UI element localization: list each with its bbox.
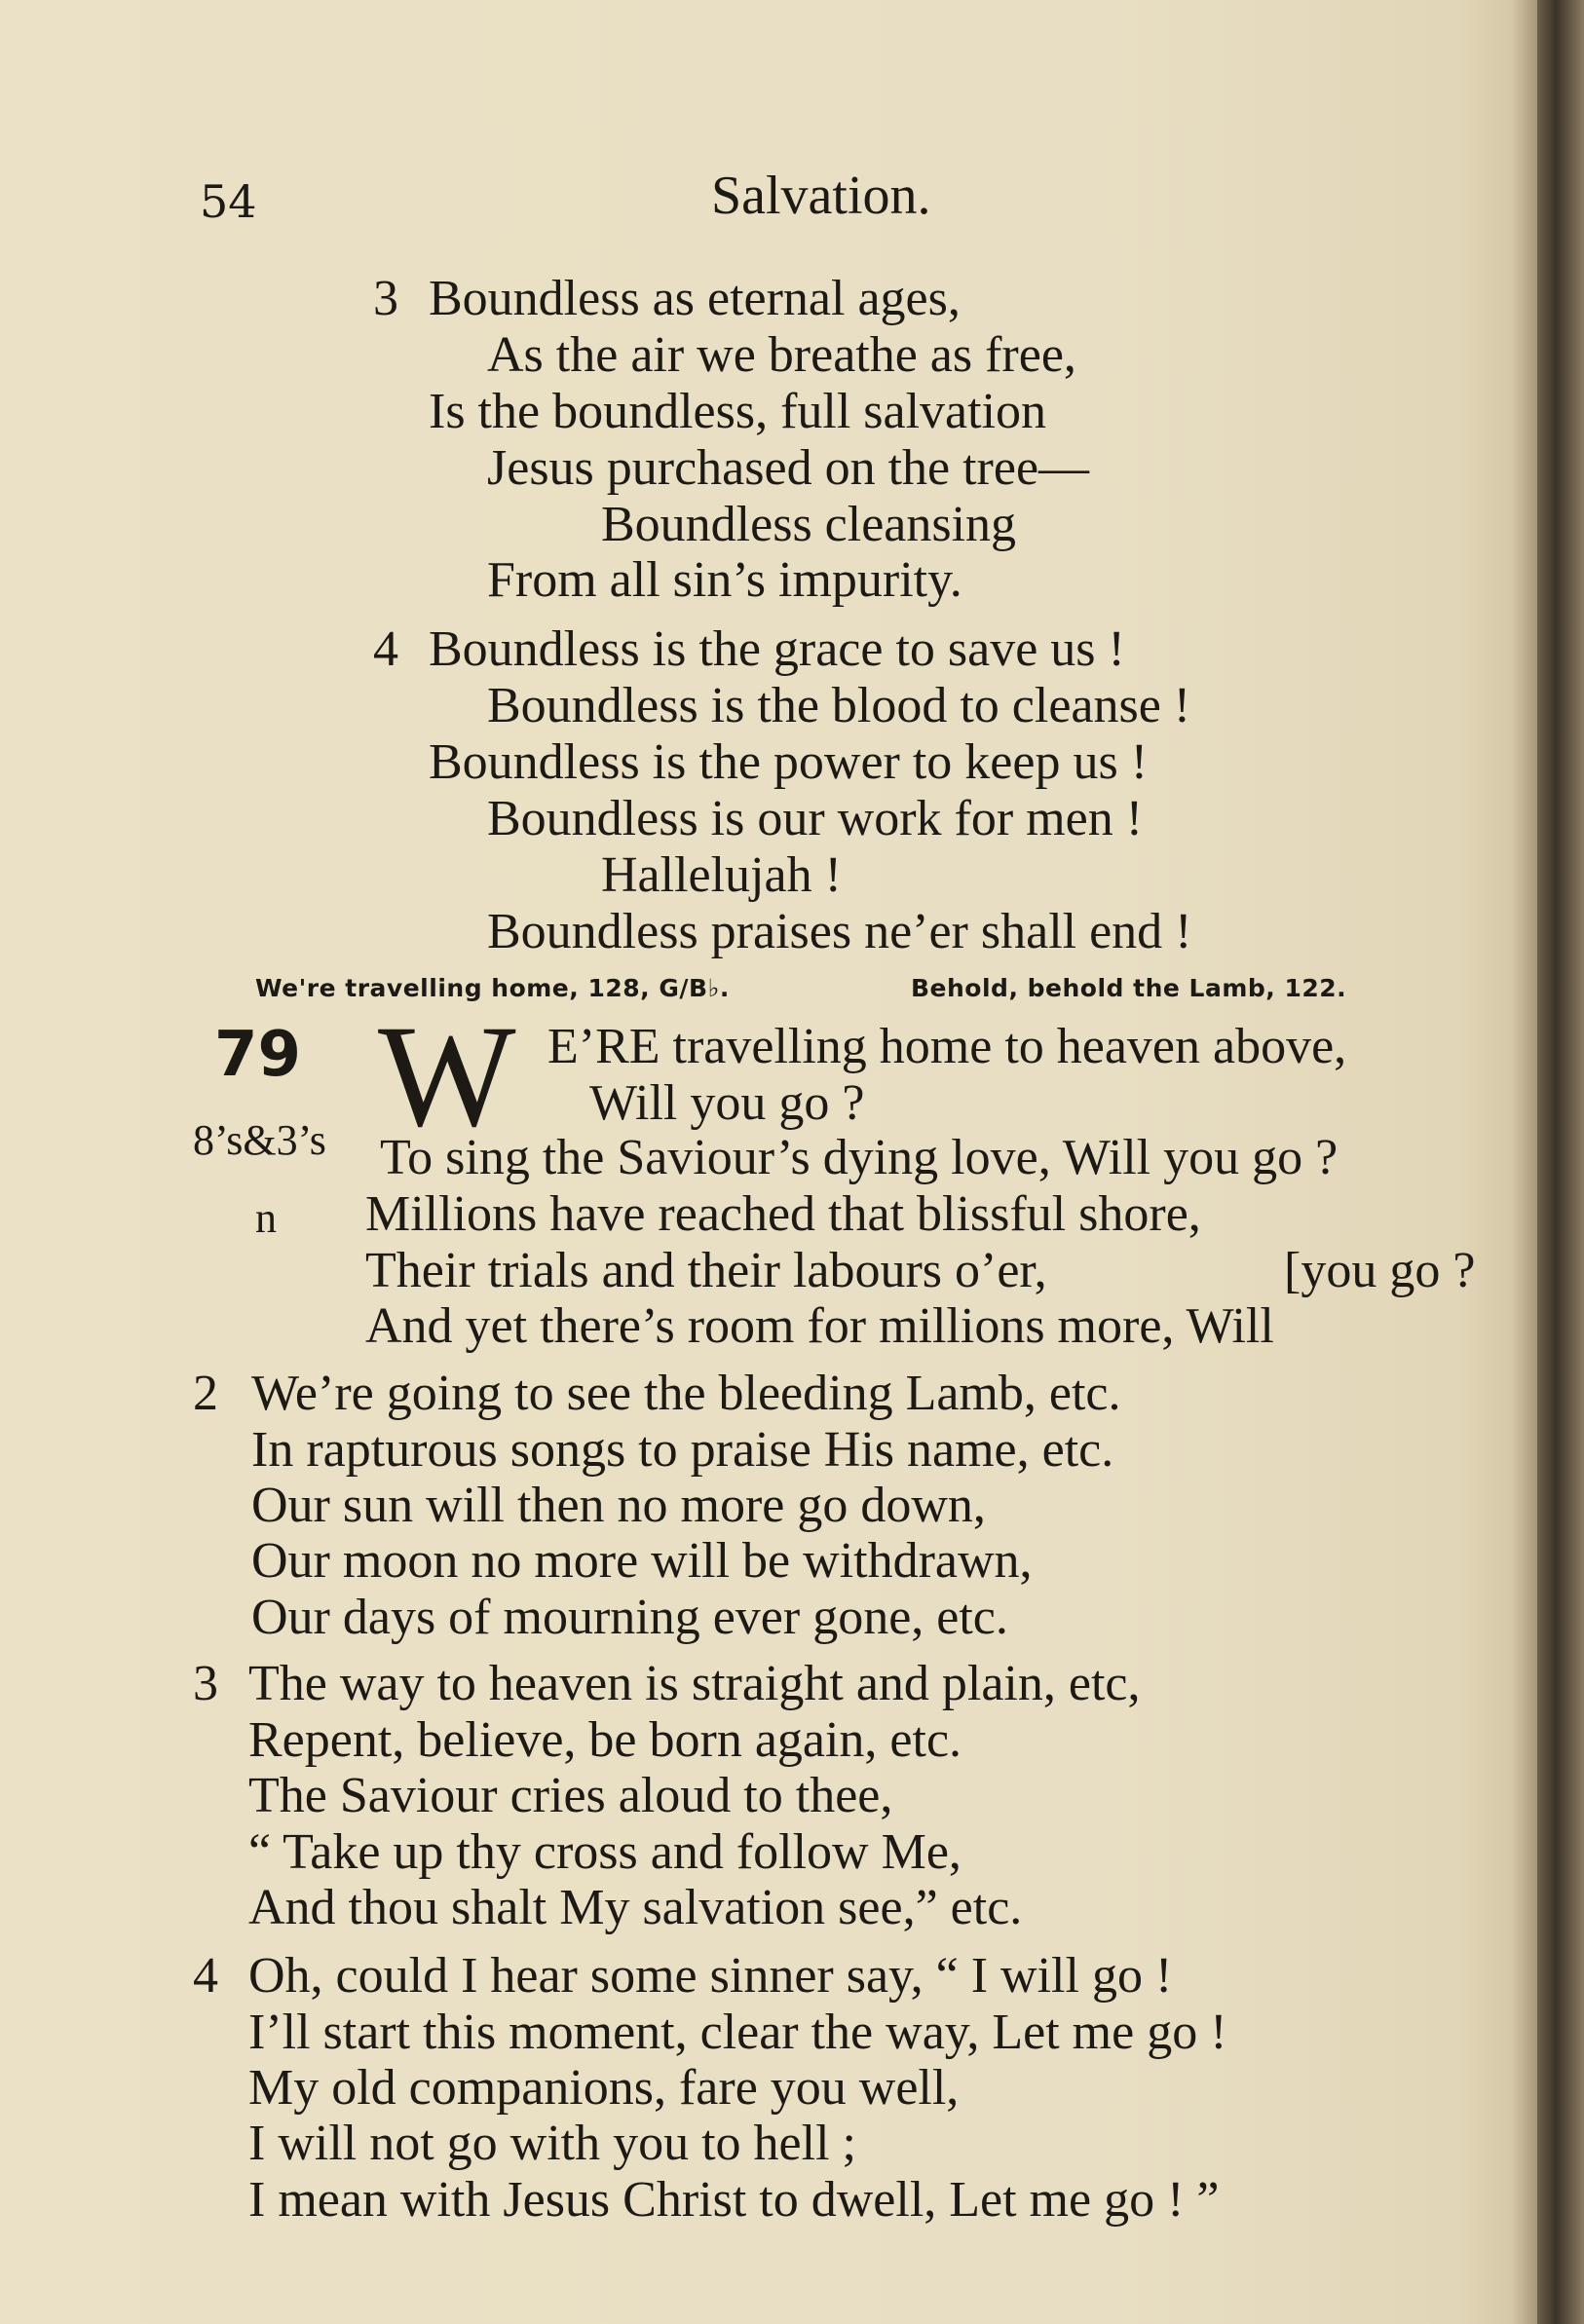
drop-cap: W — [378, 995, 516, 1157]
tune-cue-right: Behold, behold the Lamb, 122. — [911, 974, 1347, 1002]
verse-line: We’re going to see the bleeding Lamb, etc. — [251, 1366, 1121, 1421]
verse-line: Boundless praises ne’er shall end ! — [487, 904, 1192, 959]
verse-line: Our days of mourning ever gone, etc. — [251, 1590, 1008, 1645]
verse-line: Is the boundless, full salvation — [429, 384, 1047, 439]
verse-line: Our sun will then no more go down, — [251, 1478, 986, 1533]
verse-line: Boundless is our work for men ! — [487, 791, 1144, 846]
verse-line: “ Take up thy cross and follow Me, — [248, 1824, 962, 1880]
verse-line: Boundless as eternal ages, — [429, 271, 961, 326]
verse-line: Boundless is the power to keep us ! — [429, 734, 1149, 790]
verse-line: E’RE travelling home to heaven above, — [547, 1019, 1347, 1074]
verse-line: I mean with Jesus Christ to dwell, Let me go ! ” — [248, 2172, 1220, 2228]
verse-line: I’ll start this moment, clear the way, Let me go ! — [248, 2005, 1227, 2060]
verse-line: The way to heaven is straight and plain, etc, — [248, 1656, 1141, 1711]
verse-turnover: [you go ? — [1284, 1243, 1476, 1298]
verse-line: The Saviour cries aloud to thee, — [248, 1768, 893, 1823]
verse-line: Will you go ? — [589, 1075, 865, 1131]
verse-line: Millions have reached that blissful shore, — [365, 1186, 1201, 1242]
hymn-number: 79 — [214, 1019, 302, 1091]
verse-number: 4 — [373, 621, 398, 677]
verse-line: In rapturous songs to praise His name, etc. — [251, 1422, 1114, 1478]
verse-line: And thou shalt My salvation see,” etc. — [248, 1880, 1023, 1935]
verse-line: Hallelujah ! — [601, 847, 842, 903]
verse-line: Their trials and their labours o’er, — [365, 1243, 1047, 1298]
verse-line: Boundless is the grace to save us ! — [429, 621, 1125, 677]
dynamic-marking: n — [255, 1194, 277, 1242]
verse-line: To sing the Saviour’s dying love, Will you go ? — [380, 1130, 1339, 1185]
verse-line: From all sin’s impurity. — [487, 552, 962, 608]
book-spine-edge — [1537, 0, 1584, 2324]
verse-line: Boundless cleansing — [601, 497, 1017, 552]
verse-number: 4 — [193, 1948, 218, 2004]
verse-line: And yet there’s room for millions more, Will — [365, 1298, 1274, 1354]
verse-line: Jesus purchased on the tree— — [487, 440, 1090, 496]
page-number: 54 — [200, 175, 257, 228]
verse-line: Repent, believe, be born again, etc. — [248, 1712, 962, 1768]
verse-line: I will not go with you to hell ; — [248, 2116, 856, 2171]
verse-line: As the air we breathe as free, — [487, 327, 1076, 383]
hymn-meter: 8’s&3’s — [193, 1116, 326, 1164]
verse-number: 2 — [193, 1366, 218, 1421]
verse-line: Boundless is the blood to cleanse ! — [487, 678, 1191, 733]
verse-number: 3 — [193, 1656, 218, 1711]
tune-cue-left: We're travelling home, 128, G/B♭. — [255, 974, 730, 1002]
running-head: Salvation. — [711, 166, 931, 226]
verse-line: Our moon no more will be withdrawn, — [251, 1533, 1033, 1589]
verse-line: Oh, could I hear some sinner say, “ I will go ! — [248, 1948, 1173, 2004]
verse-line: My old companions, fare you well, — [248, 2060, 960, 2116]
verse-number: 3 — [373, 271, 398, 326]
page-gutter-shadow — [1512, 0, 1537, 2324]
